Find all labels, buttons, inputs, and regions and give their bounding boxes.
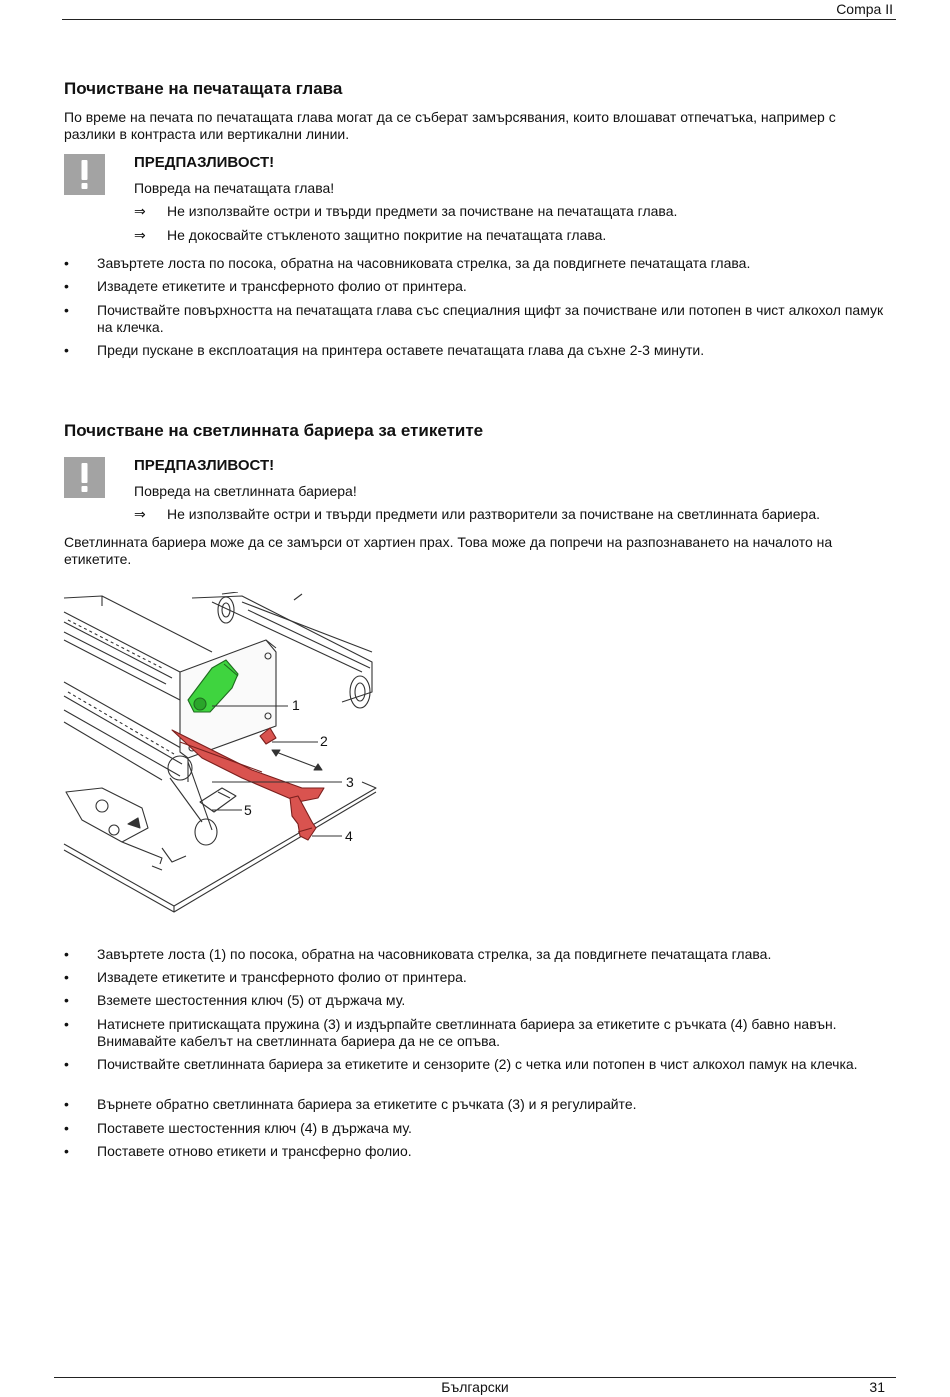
footer-rule: [54, 1377, 896, 1378]
section-heading-label-sensor: Почистване на светлинната бариера за етикетите: [64, 421, 484, 440]
arrow-icon: ⇒: [134, 203, 146, 219]
bullet-icon: •: [64, 1016, 69, 1032]
bullet-icon: •: [64, 1096, 69, 1112]
arrow-icon: ⇒: [134, 506, 146, 522]
arrow-icon: ⇒: [134, 227, 146, 243]
list-item: • Преди пускане в експлоатация на принтера оставете печатащата глава да съхне 2-3 минути.: [64, 342, 705, 358]
bullet-icon: •: [64, 255, 69, 271]
exclamation-icon: [64, 154, 105, 195]
list-item: • Вземете шестостенния ключ (5) от държача му.: [64, 992, 406, 1008]
list-item: • Извадете етикетите и трансферното фолио от принтера.: [64, 278, 467, 294]
list-item: • Поставете отново етикети и трансферно фолио.: [64, 1143, 412, 1159]
section2-intro: Светлинната бариера може да се замърси от хартиен прах. Това може да попречи на разпознаването на началото на етикетите.: [64, 534, 833, 567]
list-item: • Почиствайте повърхността на печатащата глава със специалния щифт за почистване или потопен в чист алкохол памук на клечка.: [64, 302, 884, 335]
list-item: • Поставете шестостенния ключ (4) в държача му.: [64, 1120, 412, 1136]
list-item: • Почиствайте светлинната бариера за етикетите и сензорите (2) с четка или потопен в чист алкохол памук на клечка.: [64, 1056, 858, 1072]
printer-mechanism-figure: [62, 592, 380, 914]
bullet-icon: •: [64, 946, 69, 962]
callout-2: 2: [320, 733, 328, 749]
callout-5: 5: [244, 802, 252, 818]
running-header-title: Compa II: [836, 1, 893, 17]
header-rule: [62, 19, 896, 20]
caution-title: ПРЕДПАЗЛИВОСТ!: [134, 457, 275, 474]
list-item: • Върнете обратно светлинната бариера за етикетите с ръчката (3) и я регулирайте.: [64, 1096, 637, 1112]
bullet-icon: •: [64, 342, 69, 358]
list-item: • Натиснете притискащата пружина (3) и издърпайте светлинната бариера за етикетите с ръчката (4) бавно навън. Внимавайте кабелът на светлинната бариера да не се опъва.: [64, 1016, 837, 1049]
page-number: 31: [869, 1379, 885, 1395]
bullet-icon: •: [64, 278, 69, 294]
caution-item: ⇒ Не използвайте остри и твърди предмети или разтворители за почистване на светлинната бариера.: [134, 506, 820, 522]
caution-title: ПРЕДПАЗЛИВОСТ!: [134, 154, 275, 171]
caution-item: ⇒ Не използвайте остри и твърди предмети за почистване на печатащата глава.: [134, 203, 678, 219]
section-heading-printhead: Почистване на печатащата глава: [64, 79, 343, 98]
bullet-icon: •: [64, 969, 69, 985]
bullet-icon: •: [64, 1056, 69, 1072]
list-item: • Завъртете лоста (1) по посока, обратна на часовниковата стрелка, за да повдигнете печатащата глава.: [64, 946, 772, 962]
bullet-icon: •: [64, 1143, 69, 1159]
caution-subtitle: Повреда на печатащата глава!: [134, 180, 335, 196]
bullet-icon: •: [64, 302, 69, 318]
caution-item: ⇒ Не докосвайте стъкленото защитно покритие на печатащата глава.: [134, 227, 607, 243]
footer-language: Български: [441, 1379, 509, 1395]
callout-1: 1: [292, 697, 300, 713]
section1-intro: По време на печата по печатащата глава могат да се съберат замърсявания, които влошават отпечатъка, например с разлики в контраста или вертикални линии.: [64, 109, 836, 142]
list-item: • Извадете етикетите и трансферното фолио от принтера.: [64, 969, 467, 985]
list-item: • Завъртете лоста по посока, обратна на часовниковата стрелка, за да повдигнете печатащата глава.: [64, 255, 751, 271]
bullet-icon: •: [64, 992, 69, 1008]
caution-subtitle: Повреда на светлинната бариера!: [134, 483, 357, 499]
exclamation-icon: [64, 457, 105, 498]
bullet-icon: •: [64, 1120, 69, 1136]
callout-4: 4: [345, 828, 353, 844]
callout-3: 3: [346, 774, 354, 790]
